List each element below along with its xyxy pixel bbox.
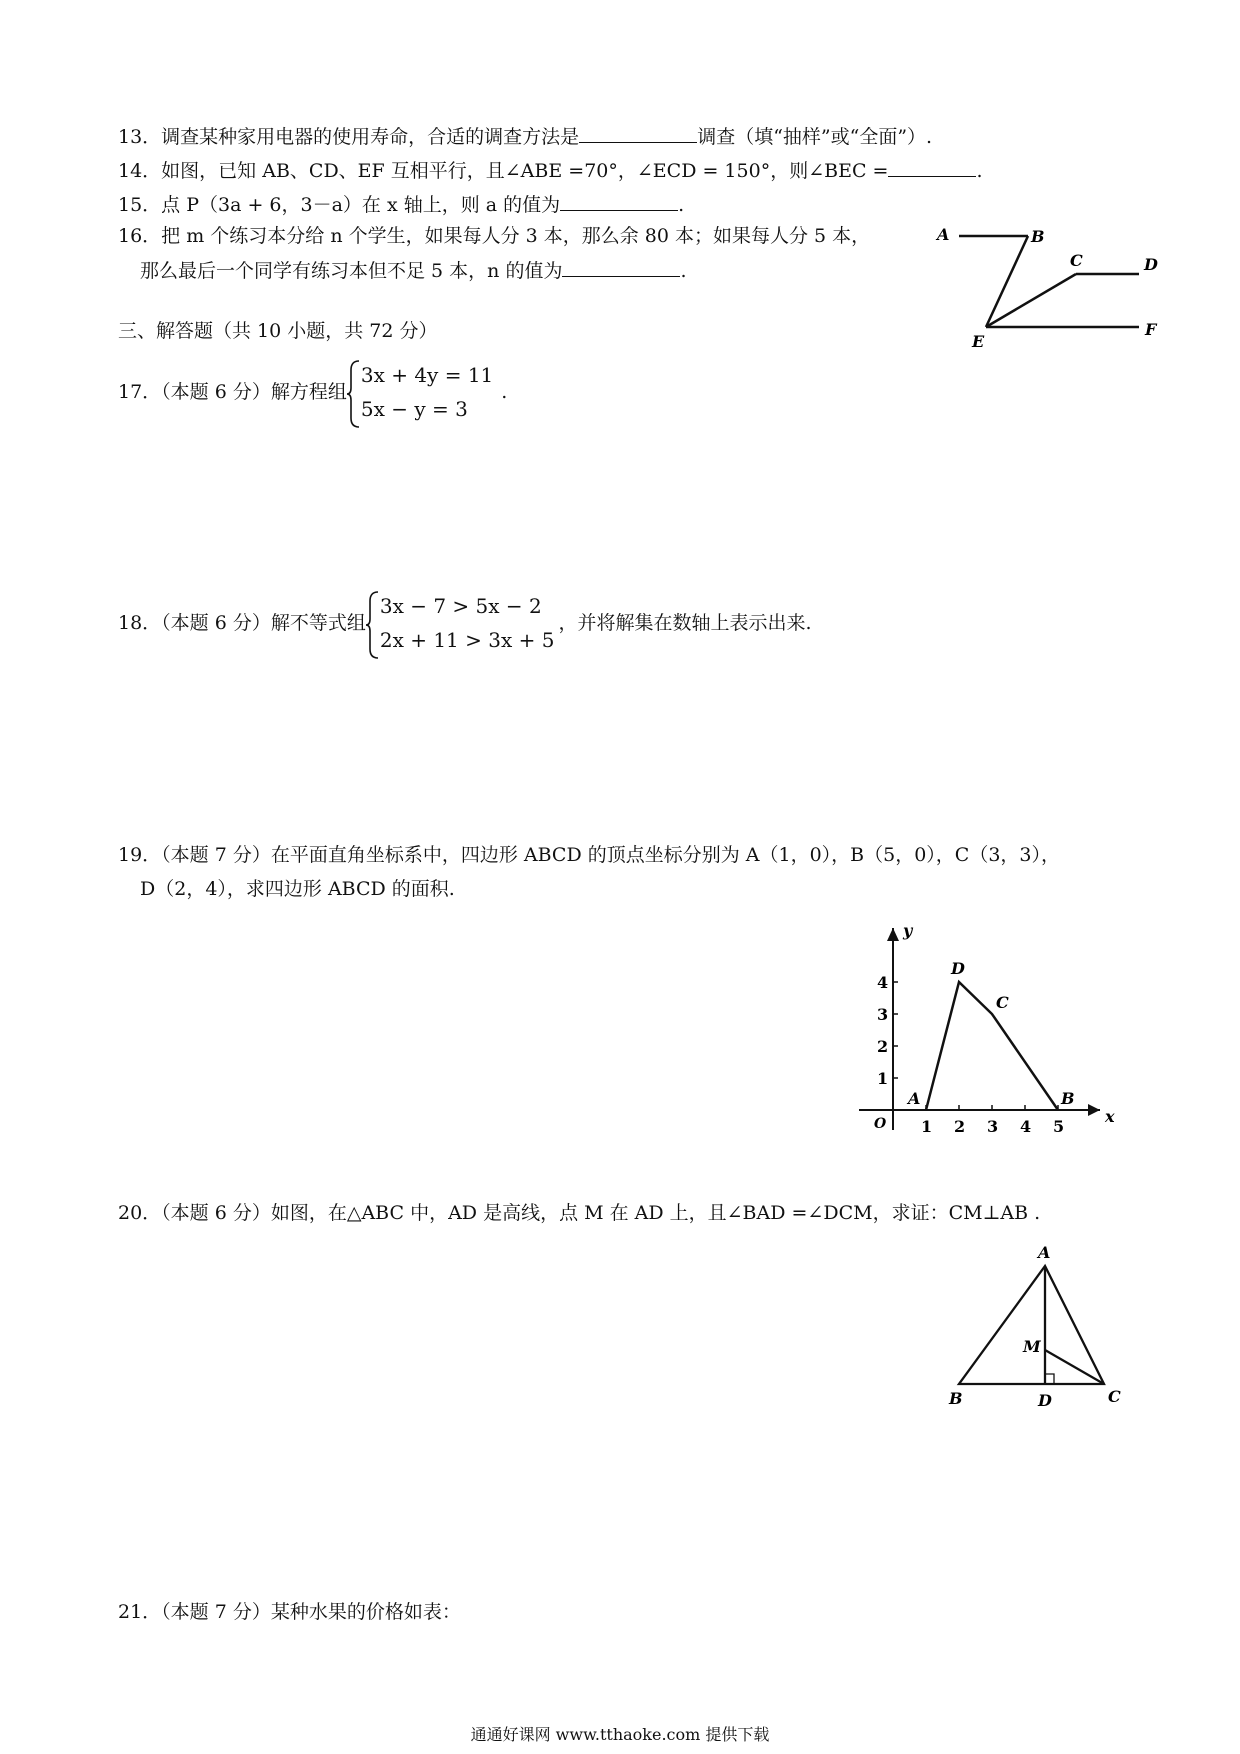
y-tick-label: 2	[877, 1037, 889, 1056]
label-f: F	[1145, 320, 1157, 339]
equation-system	[347, 358, 493, 426]
question-13-text: 13．调查某种家用电器的使用寿命，合适的调查方法是	[118, 126, 580, 148]
point-c-label: C	[996, 993, 1009, 1012]
question-16-text-2: 那么最后一个同学有练习本但不足 5 本，n 的值为	[140, 260, 563, 282]
y-tick-label: 4	[877, 973, 889, 992]
x-axis-label: x	[1105, 1107, 1115, 1126]
figure-triangle	[935, 1232, 1135, 1422]
question-17-text: 17．（本题 6 分）解方程组	[118, 381, 347, 403]
right-angle-icon	[1045, 1374, 1054, 1384]
question-13-tail: 调查（填“抽样”或“全面”）.	[697, 126, 933, 148]
y-tick-label: 3	[877, 1005, 889, 1024]
answer-blank-16[interactable]	[562, 256, 680, 277]
question-18-tail: ，并将解集在数轴上表示出来.	[558, 612, 812, 634]
label-a: A	[937, 225, 950, 244]
vertex-b-label: B	[949, 1389, 963, 1408]
question-15-tail: .	[678, 194, 685, 216]
answer-blank-14[interactable]	[888, 156, 976, 177]
question-13	[118, 122, 932, 150]
equation-1: 3x + 4y = 11	[360, 363, 494, 387]
equation-2: 5x − y = 3	[360, 397, 468, 421]
point-b-label: B	[1061, 1089, 1075, 1108]
answer-blank-15[interactable]	[560, 190, 678, 211]
question-19-line-1: 19．（本题 7 分）在平面直角坐标系中，四边形 ABCD 的顶点坐标分别为 A（1，0），B（5，0），C（3，3），	[118, 844, 1061, 866]
label-e: E	[972, 332, 985, 351]
brace-icon	[366, 591, 380, 659]
answer-blank-13[interactable]	[579, 122, 697, 143]
label-d: D	[1144, 255, 1158, 274]
x-tick-label: 2	[954, 1117, 966, 1136]
question-16-line-2	[140, 256, 687, 284]
y-axis-label: y	[903, 921, 913, 940]
brace-icon	[347, 360, 361, 428]
question-18	[118, 589, 812, 657]
point-a-label: A	[908, 1089, 921, 1108]
question-18-text: 18．（本题 6 分）解不等式组	[118, 612, 366, 634]
inequality-2: 2x + 11 > 3x + 5	[379, 628, 555, 652]
label-b: B	[1031, 227, 1045, 246]
section-heading: 三、解答题（共 10 小题，共 72 分）	[118, 320, 438, 342]
x-tick-label: 5	[1053, 1117, 1065, 1136]
point-m-label: M	[1023, 1337, 1041, 1356]
page-footer: 通通好课网 www.tthaoke.com 提供下载	[470, 1725, 770, 1744]
question-16-line-1	[118, 223, 870, 249]
inequality-1: 3x − 7 > 5x − 2	[379, 594, 542, 618]
inequality-system	[366, 589, 555, 657]
origin-label: O	[874, 1116, 887, 1132]
question-17	[118, 358, 507, 426]
question-14-text: 14．如图，已知 AB、CD、EF 互相平行，且∠ABE =70°，∠ECD = 150°，则∠BEC =	[118, 160, 889, 182]
x-tick-label: 3	[987, 1117, 999, 1136]
figure-coordinate-plane	[855, 918, 1125, 1138]
point-d-label: D	[951, 959, 965, 978]
question-15-text: 15．点 P（3a + 6，3－a）在 x 轴上，则 a 的值为	[118, 194, 561, 216]
question-14	[118, 156, 983, 184]
question-17-tail: .	[501, 381, 508, 403]
x-tick-label: 1	[921, 1117, 933, 1136]
y-tick-label: 1	[877, 1069, 889, 1088]
vertex-c-label: C	[1108, 1387, 1121, 1406]
x-tick-label: 4	[1020, 1117, 1032, 1136]
triangle-abc	[959, 1266, 1104, 1384]
x-axis-arrow-icon	[1088, 1104, 1100, 1116]
vertex-a-label: A	[1038, 1243, 1051, 1262]
question-21: 21．（本题 7 分）某种水果的价格如表：	[118, 1601, 461, 1623]
label-c: C	[1070, 251, 1083, 270]
figure-parallel-lines	[935, 222, 1165, 352]
y-axis-arrow-icon	[887, 928, 899, 941]
foot-d-label: D	[1038, 1391, 1052, 1410]
question-16-tail: .	[680, 260, 687, 282]
question-16-text-1: 16．把 m 个练习本分给 n 个学生，如果每人分 3 本，那么余 80 本；如果每人分 5 本，	[118, 225, 871, 247]
question-19-line-2: D（2，4），求四边形 ABCD 的面积.	[140, 878, 455, 900]
question-20: 20．（本题 6 分）如图，在△ABC 中，AD 是高线，点 M 在 AD 上，且∠BAD =∠DCM，求证：CM⊥AB .	[118, 1202, 1041, 1224]
quadrilateral-abcd	[926, 982, 1058, 1110]
question-14-tail: .	[976, 160, 983, 182]
question-15	[118, 190, 684, 218]
